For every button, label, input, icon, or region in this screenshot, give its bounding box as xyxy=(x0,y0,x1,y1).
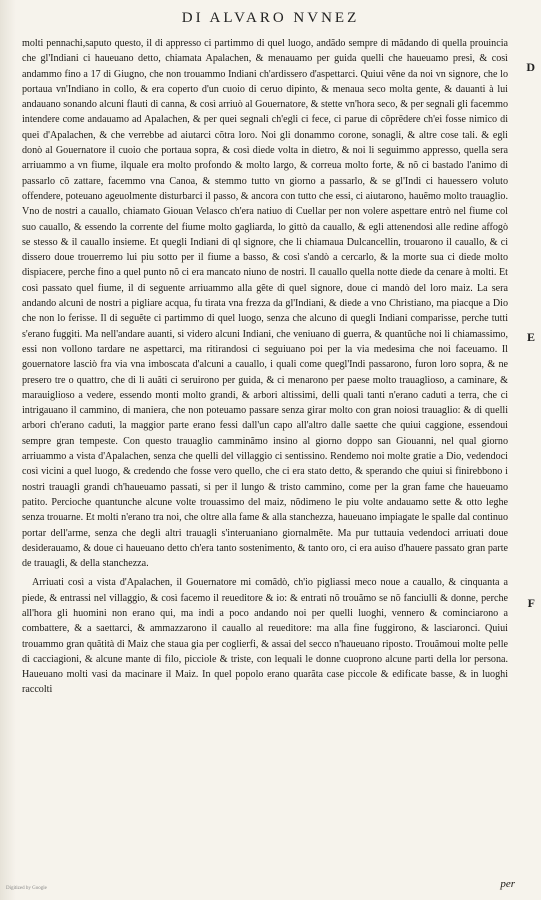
paragraph-1: molti pennachi,saputo questo, il di appresso ci partimmo di quel luogo, andãdo sempre di mãdando di quella prouincia che gl'Indiani ci haueuano detto, chiamata Apalachen, & menauamo per guida quelli che haueuamo presi, & così andammo fino a 17 di Giugno, che non trouammo Indiani ch'ardissero d'aspettarci. Quiui vẽne da noi vn signore, che lo portaua vn'Indiano in collo, & era coperto d'un cuoio di ceruo dipinto, & menaua seco molta gente, & dauanti à lui andauano sonando alcuni flauti di canna, & così arriuò al Gouernatore, & stette vn'hora seco, & per segnali gli facemmo intendere come andauamo ad Apalachen, & per quei segnali ch'egli ci fece, ci parue di cõprẽdere ch'ei fosse nimico di quei d'Apalachen, & che verrebbe ad aiutarci cõtra loro. Noi gli donammo corone, sonagli, & altre cose tali. & egli donò al Gouernatore il cuoio che portaua sopra, & così diede volta in dietro, & noi li seguimmo appresso, quella sera arriuammo a vn fiume, ilquale era molto profondo & molto largo, & correua molto forte, & nõ ci bastado l'animo di passarlo cõ zattare, facemmo vna Canoa, & stemmo tutto vn giorno a passarlo, & se gl'Indi ci hauessero voluto offendere, poteuano ageuolmente disturbarci il passo, & ancora con tutto che essi, ci aiutarono, hauẽmo molto trauaglio. Vno de nostri a cauallo, chiamato Giouan Velasco ch'era natiuo di Cuellar per non volere aspettare entrò nel fiume col suo cauallo, & essendo la corrente del fiume molto gagliarda, lo gittò da cauallo, & egli attenendosi alle redine affogò se stesso & il cauallo insieme. Et quegli Indiani di ql signore, che li chiamaua Dulcancellin, trouarono il cauallo, & ci dissero doue trouerremo lui piu sotto per il fiume a basso, & così s'andò a cercarlo, & la morte sua ci diede molto dispiacere, perche fino a quel punto nõ ci era mancato niuno de nostri. Il cauallo quella notte diede da cenare à molti. Et così passato quel fiume, il di seguente arriuammo alla gẽte di quel signore, doue ci mandò del loro maiz. La sera andando alcuni de nostri a pigliare acqua, fu tirata vna frezza da gl'Indiani, & diede a vno Christiano, ma piacque a Dio che non lo ferisse. Il di seguẽte ci partimmo di quel luogo, senza che alcuno di quegli Indiani comparisse, perche tutti s'erano fuggiti. Ma nell'andare auanti, si videro alcuni Indiani, che veniuano di guerra, & quantũche noi li chiamassimo, essi non vollono tardare ne aspettarci, ma ritirandosi ci seguiuano poi per la via medesima che noi faceuamo. Il gouernatore lasciò fra via vna imboscata d'alcuni a cauallo, i quali come quegl'Indi passarono, furon loro sopra, & ne presero tre o quattro, che di li auãti ci seruirono per guida, & ci menarono per paese molto trauaglioso, a caminare, & marauiglioso a vedere, essendo monti molto grandi, & arbori altissimi, delli quali tanti n'erano caduti a terra, che ci intrigauano il cammino, di maniera, che non poteuamo passare senza girar molto con gran noiosi trauaglio: & di quelli arbori ch'erano caduti, la maggior parte erano fessi dall'un capo all'altro dalle saette che quiui caggione, essendoui sempre gran tempeste. Con questo trauaglio camminãmo insino al giorno doppo san Giouanni, nel qual giorno arriuammo a vista d'Apalachen, senza che quelli del villaggio ci sentissino. Rendemo noi molte gratie a Dio, vedendoci così vicini a quel luogo, & credendo che fosse vero quello, che ci era stato detto, & sperando che quiui si finirebbono i nostri trauagli grandi ch'haueuamo passati, si per il lungo & tristo cammino, come per la gran fame che haueuamo patito. Percioche quantunche alcune volte trouassimo del maiz, nõdimeno le piu volte andauamo sette & otto leghe senza trouarne. Et molti n'erano tra noi, che oltre alla fame & alla stanchezza, haueuano impiagate le spalle dal continuo portar dell'arme, senza che degli altri trauagli s'interuaniano giornalmẽte. Ma pur tuttauia vedendoci arriuati doue desiderauamo, & doue ci haueuano detto ch'era tanto sostenimento, & tanto oro, ci era auiso d'hauere passato gran parte de trauagli, & della stanchezza. xyxy=(22,38,508,570)
paragraph-2: Arriuati così a vista d'Apalachen, il Gouernatore mi comãdò, ch'io pigliassi meco noue a cauallo, & cinquanta a piede, & entrassi nel villaggio, & così facemo il reueditore & io: & entrati nõ trouãmo se nõ fanciulli & donne, perche all'hora gli huomini non erano qui, ma indi a poco andando noi per quelli luoghi, vennero & cominciarono a combattere, & a saettarci, & ammazzarono il cauallo al reueditore: ma alla fine fuggirono, & lasciaronci. Quiui trouammo gran quãtità di Maiz che staua gia per coglierfi, & assai del secco n'haueuano riposto. Trouãmoui molte pelle di cacciagioni, & alcune mante di filo, picciole & triste, con lequali le donne cuoprono alcune parti della lor persona. Haueuano molti vasi da macinare il Maiz. In quel popolo erano quarãta case piccole & edificate basse, & in luoghi raccolti xyxy=(22,577,508,696)
catchword: per xyxy=(500,878,515,890)
running-head: DI ALVARO NVNEZ xyxy=(181,10,360,26)
body-text xyxy=(22,36,508,698)
margin-letter-f: F xyxy=(527,596,535,610)
margin-letter-d: D xyxy=(526,60,535,74)
footer-mark: Digitized by Google xyxy=(6,886,47,891)
page-gutter-shadow xyxy=(0,0,16,900)
margin-letter-e: E xyxy=(526,330,535,344)
